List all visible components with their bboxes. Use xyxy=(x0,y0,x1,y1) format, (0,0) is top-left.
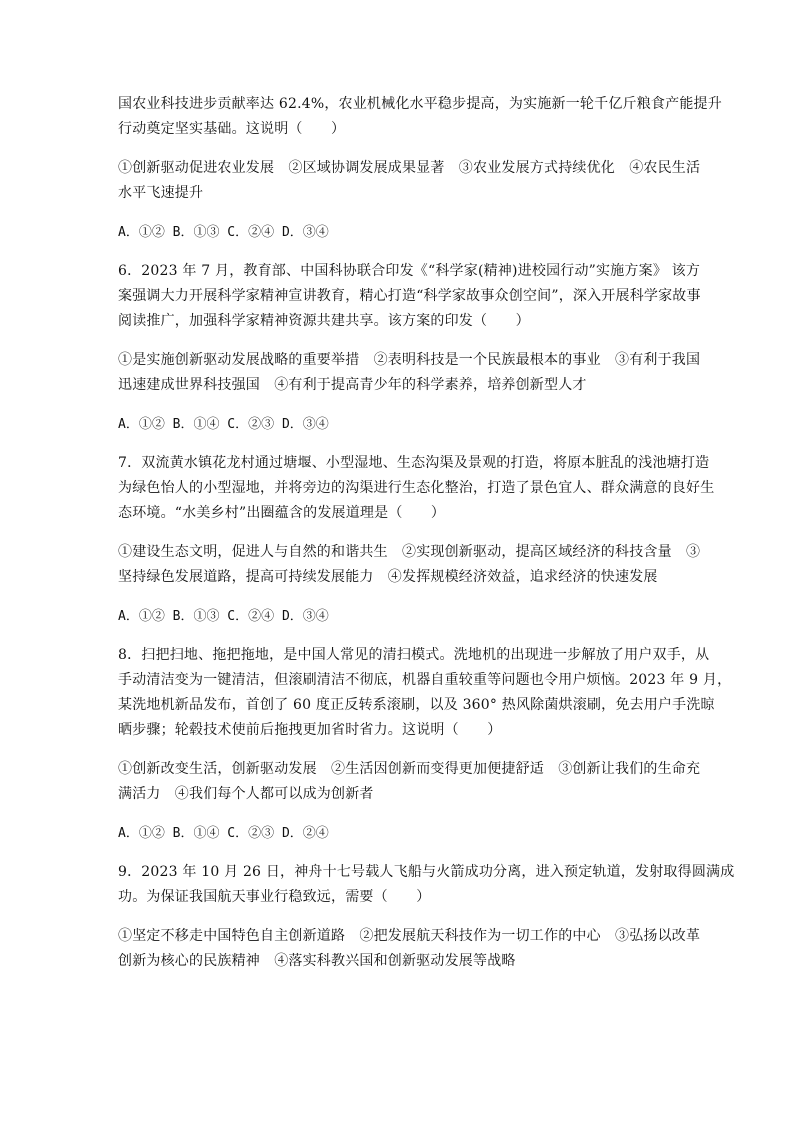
option-line: 迅速建成世界科技强国 ④有利于提高青少年的科学素养，培养创新型人才 xyxy=(118,377,587,393)
option-line: ①创新驱动促进农业发展 ②区域协调发展成果显著 ③农业发展方式持续优化 ④农民生活 xyxy=(118,160,701,176)
question-7-stem xyxy=(118,451,715,526)
stem-line: 9．2023 年 10 月 26 日，神舟十七号载人飞船与火箭成功分离，进入预定轨道，发射取得圆满成 xyxy=(118,864,735,880)
option-line: 水平飞速提升 xyxy=(118,185,204,201)
stem-line: 8．扫把扫地、拖把拖地，是中国人常见的清扫模式。洗地机的出现进一步解放了用户双手，从 xyxy=(118,647,710,663)
stem-line: 国农业科技进步贡献率达 62.4%，农业机械化水平稳步提高，为实施新一轮千亿斤粮食产能提升 xyxy=(118,96,722,112)
stem-line: 6．2023 年 7 月，教育部、中国科协联合印发《“科学家(精神)进校园行动”实施方案》 该方 xyxy=(118,263,701,279)
option-line: 坚持绿色发展道路，提高可持续发展能力 ④发挥规模经济效益，追求经济的快速发展 xyxy=(118,569,658,585)
stem-line: 晒步骤；轮毂技术使前后拖拽更加省时省力。这说明（ ） xyxy=(118,722,502,738)
option-line: 创新为核心的民族精神 ④落实科教兴国和创新驱动发展等战略 xyxy=(118,953,516,969)
question-9-options xyxy=(118,924,701,974)
option-line: 满活力 ④我们每个人都可以成为创新者 xyxy=(118,786,374,802)
question-5-stem xyxy=(118,92,722,142)
question-9 xyxy=(118,860,735,974)
stem-line: 案强调大力开展科学家精神宣讲教育，精心打造“科学家故事众创空间”，深入开展科学家故事 xyxy=(118,288,701,304)
question-6-stem xyxy=(118,259,701,334)
option-line: ①是实施创新驱动发展战略的重要举措 ②表明科技是一个民族最根本的事业 ③有利于我国 xyxy=(118,352,701,368)
question-7-options xyxy=(118,540,701,590)
stem-line: 行动奠定坚实基础。这说明（ ） xyxy=(118,121,346,137)
question-8 xyxy=(118,643,732,846)
stem-line: 某洗地机新品发布，首创了 60 度正反转系滚刷，以及 360° 热风除菌烘滚刷，免去用户手洗晾 xyxy=(118,697,715,713)
stem-line: 功。为保证我国航天事业行稳致远，需要（ ） xyxy=(118,889,431,905)
question-8-answers: A．①② B．①④ C．②③ D．②④ xyxy=(118,826,329,841)
question-8-stem xyxy=(118,643,732,743)
question-7 xyxy=(118,451,715,629)
stem-line: 阅读推广，加强科学家精神资源共建共享。该方案的印发（ ） xyxy=(118,313,530,329)
document-page xyxy=(118,92,735,974)
question-8-options xyxy=(118,757,701,807)
question-7-answers: A．①② B．①③ C．②④ D．③④ xyxy=(118,609,329,624)
option-line: ①创新改变生活，创新驱动发展 ②生活因创新而变得更加便捷舒适 ③创新让我们的生命充 xyxy=(118,761,701,777)
stem-line: 手动清洁变为一键清洁，但滚刷清洁不彻底，机器自重较重等问题也令用户烦恼。2023 年 9 月， xyxy=(118,672,732,688)
option-line: ①坚定不移走中国特色自主创新道路 ②把发展航天科技作为一切工作的中心 ③弘扬以改革 xyxy=(118,928,701,944)
question-5-options xyxy=(118,156,701,206)
stem-line: 态环境。“水美乡村”出圈蕴含的发展道理是（ ） xyxy=(118,505,446,521)
question-6-answers: A．①② B．①④ C．②③ D．③④ xyxy=(118,417,329,432)
question-5-answers: A．①② B．①③ C．②④ D．③④ xyxy=(118,225,329,240)
question-6 xyxy=(118,259,701,437)
question-5 xyxy=(118,92,722,245)
stem-line: 7．双流黄水镇花龙村通过塘堰、小型湿地、生态沟渠及景观的打造，将原本脏乱的浅池塘打造 xyxy=(118,455,710,471)
question-6-options xyxy=(118,348,701,398)
stem-line: 为绿色怡人的小型湿地，并将旁边的沟渠进行生态化整治，打造了景色宜人、群众满意的良好生 xyxy=(118,480,715,496)
question-9-stem xyxy=(118,860,735,910)
option-line: ①建设生态文明，促进人与自然的和谐共生 ②实现创新驱动，提高区域经济的科技含量 ③ xyxy=(118,544,701,560)
